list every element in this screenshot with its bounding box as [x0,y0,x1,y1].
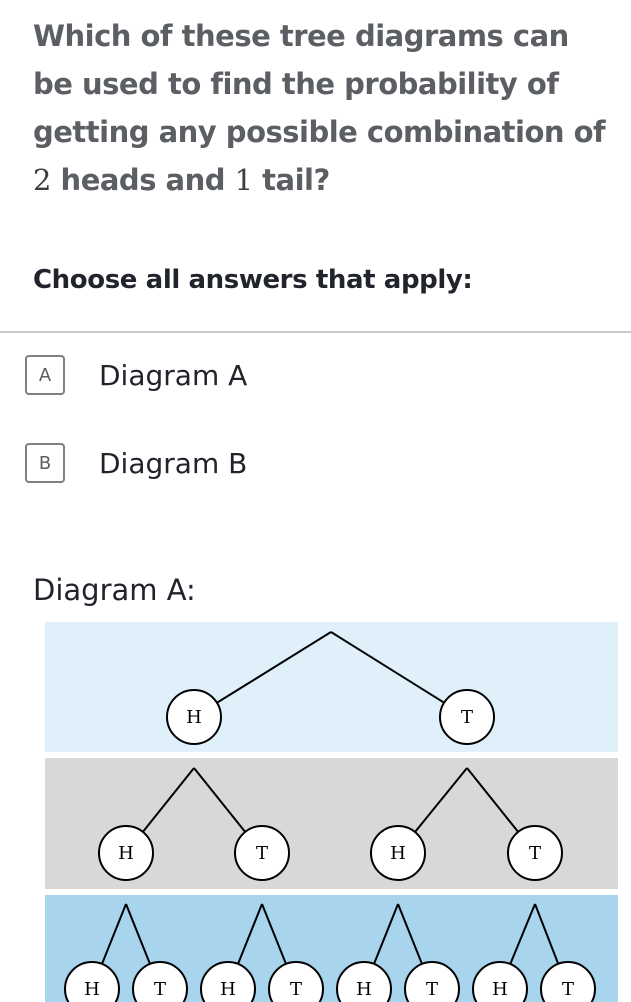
tree-node-label: T [153,979,167,1000]
tree-node-label: T [255,843,269,864]
choice-a-label[interactable]: Diagram A [99,359,248,392]
tree-node-t [440,690,494,744]
question-part-1: Which of these tree diagrams can be used to find the probability of getting any possible combination of [33,19,606,149]
tree-node-h [167,690,221,744]
choice-a[interactable] [25,355,585,401]
tree-diagram-a [0,620,631,1002]
tree-node-t [508,826,562,880]
tree-node-label: H [356,979,372,1000]
tree-node-label: H [84,979,100,1000]
question-part-3: tail? [252,163,330,197]
question-number-tails: 1 [234,163,253,197]
tree-node-label: T [460,707,474,728]
question-number-heads: 2 [33,163,51,197]
question-part-2: heads and [50,163,235,197]
choice-b-label[interactable]: Diagram B [99,447,248,480]
tree-node-label: T [528,843,542,864]
tree-node-label: T [289,979,303,1000]
diagram-a-title: Diagram A: [33,573,196,607]
instruction-text: Choose all answers that apply: [33,265,473,295]
tree-node-label: H [118,843,134,864]
question-text [33,12,613,204]
tree-node-label: T [425,979,439,1000]
divider [0,331,631,333]
tree-node-t [235,826,289,880]
tree-node-h [99,826,153,880]
choice-a-letter-box[interactable]: A [25,355,65,395]
tree-node-label: H [220,979,236,1000]
choice-b[interactable] [25,443,585,489]
tree-node-label: H [390,843,406,864]
tree-node-label: T [561,979,575,1000]
choice-b-letter-box[interactable]: B [25,443,65,483]
tree-level-1-band [45,622,618,752]
tree-node-label: H [186,707,202,728]
tree-node-label: H [492,979,508,1000]
tree-node-h [371,826,425,880]
